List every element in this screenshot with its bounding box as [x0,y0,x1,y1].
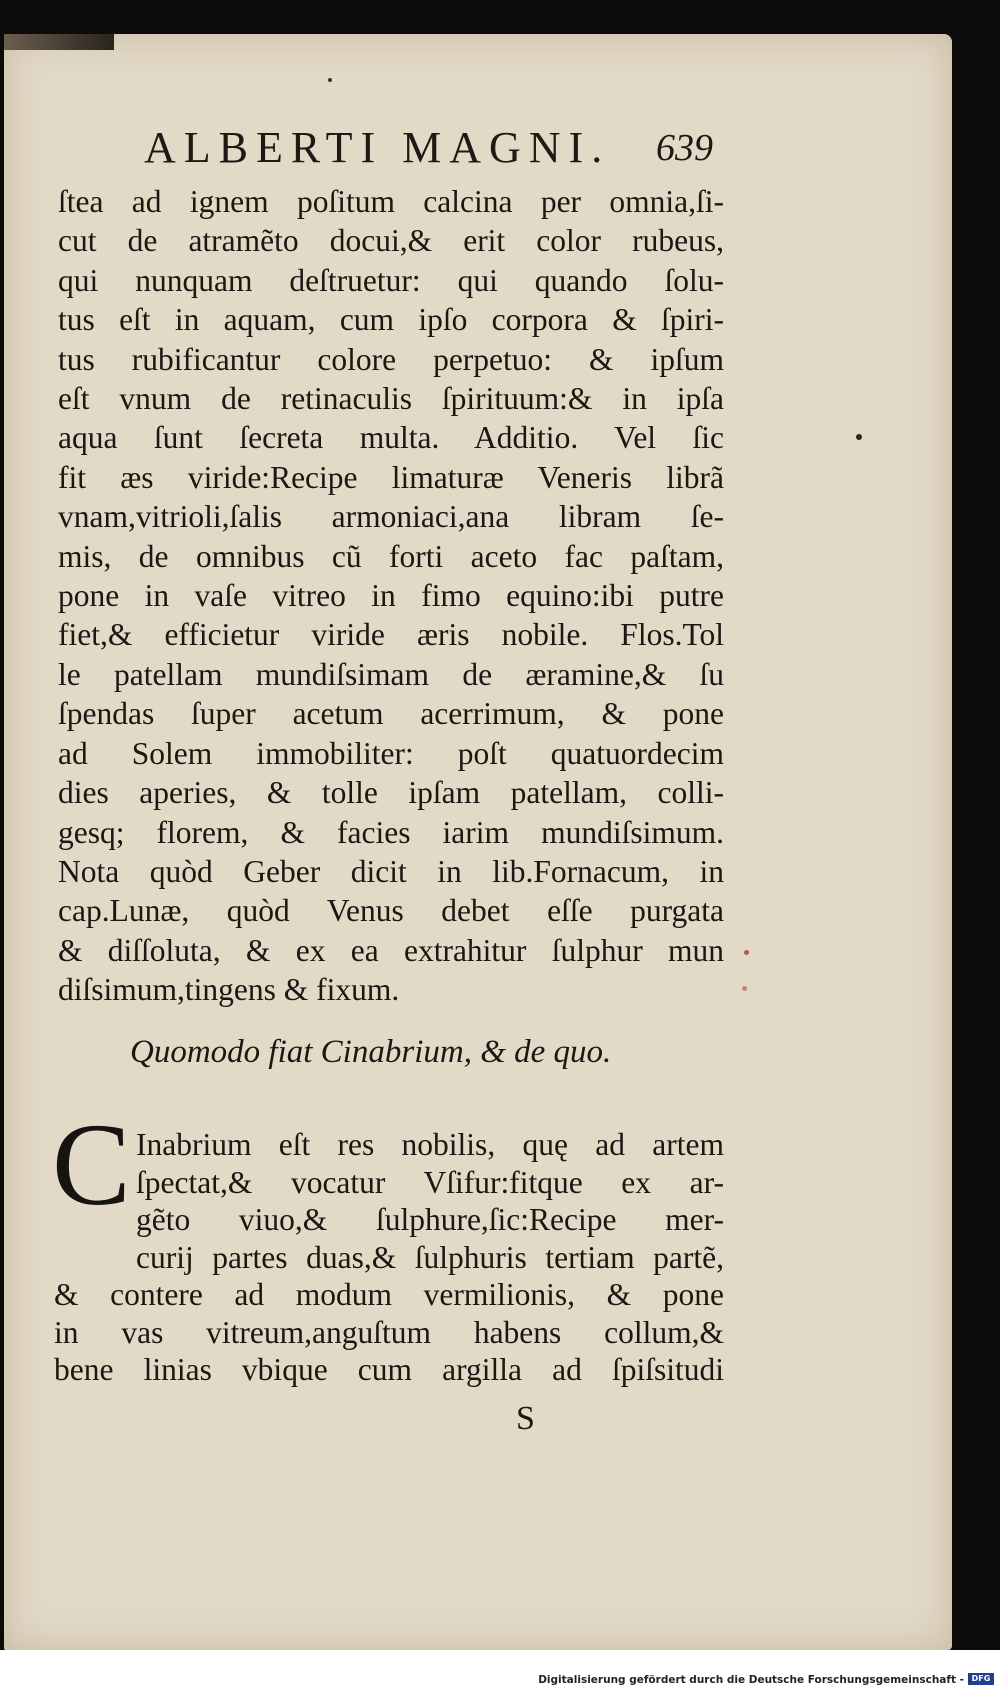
text-line: ſtea ad ignem poſitum calcina per omnia,ſi- [58,184,724,219]
closing-paragraph [54,1276,724,1389]
text-line: fiet,& efficietur viride æris nobile. Flos.Tol [58,617,724,653]
text-line: vnam,vitrioli,ſalis armoniaci,ana libram ſe- [58,499,724,535]
text-line: bene linias vbique cum argilla ad ſpiſsitudi [54,1352,724,1387]
drop-cap-initial: C [52,1099,131,1230]
text-line: gesq; florem, & facies iarim mundiſsimum. [58,814,724,850]
text-line: tus eſt in aquam, cum ipſo corpora & ſpiri- [58,302,724,338]
text-line: Inabrium eſt res nobilis, quę ad artem [136,1127,724,1162]
text-line: cap.Lunæ, quòd Venus debet eſſe purgata [58,893,724,929]
text-line: le patellam mundiſsimam de æramine,& ſu [58,656,724,692]
text-line: qui nunquam deſtruetur: qui quando ſolu- [58,262,724,298]
text-line: dies aperies, & tolle ipſam patellam, colli- [58,775,724,811]
text-line: eſt vnum de retinaculis ſpirituum:& in ipſa [58,381,724,417]
text-line: in vas vitreum,anguſtum habens collum,& [54,1314,724,1350]
initial-paragraph [136,1126,724,1276]
binding-edge [4,34,114,50]
text-line: mis, de omnibus cũ forti aceto fac paſtam, [58,538,724,574]
text-line: ſpectat,& vocatur Vſifur:fitque ex ar- [136,1164,724,1200]
text-line: ad Solem immobiliter: poſt quatuordecim [58,735,724,771]
running-head: ALBERTI MAGNI. [144,123,611,172]
digitization-credit: Digitalisierung gefördert durch die Deutsche Forschungsgemeinschaft - [538,1674,964,1686]
text-line: Nota quòd Geber dicit in lib.Fornacum, in [58,853,724,889]
page-number: 639 [656,127,713,169]
text-line: ſpendas ſuper acetum acerrimum, & pone [58,696,724,732]
section-heading: Quomodo fiat Cinabrium, & de quo. [130,1034,612,1070]
signature-mark: S [516,1400,535,1437]
body-text [58,182,724,1010]
text-line: & contere ad modum vermilionis, & pone [54,1277,724,1312]
text-line: & diſſoluta, & ex ea extrahitur ſulphur mun [58,932,724,968]
text-line: fit æs viride:Recipe limaturæ Veneris librã [58,459,724,495]
text-line: cut de atramẽto docui,& erit color rubeus, [58,223,724,259]
text-line-last: diſsimum,tingens & fixum. [58,972,400,1008]
ink-speck [742,986,747,991]
text-line: tus rubificantur colore perpetuo: & ipſum [58,341,724,377]
ink-speck [328,78,332,82]
text-line: curij partes duas,& ſulphuris tertiam partẽ, [136,1239,724,1275]
ink-speck [744,950,749,955]
text-line: gẽto viuo,& ſulphure,ſic:Recipe mer- [136,1202,724,1237]
ink-speck [856,434,862,440]
book-page [4,34,952,1650]
text-line: pone in vaſe vitreo in fimo equino:ibi putre [58,578,724,614]
dfg-logo: DFG [968,1673,994,1685]
text-line: aqua ſunt ſecreta multa. Additio. Vel ſic [58,420,724,456]
